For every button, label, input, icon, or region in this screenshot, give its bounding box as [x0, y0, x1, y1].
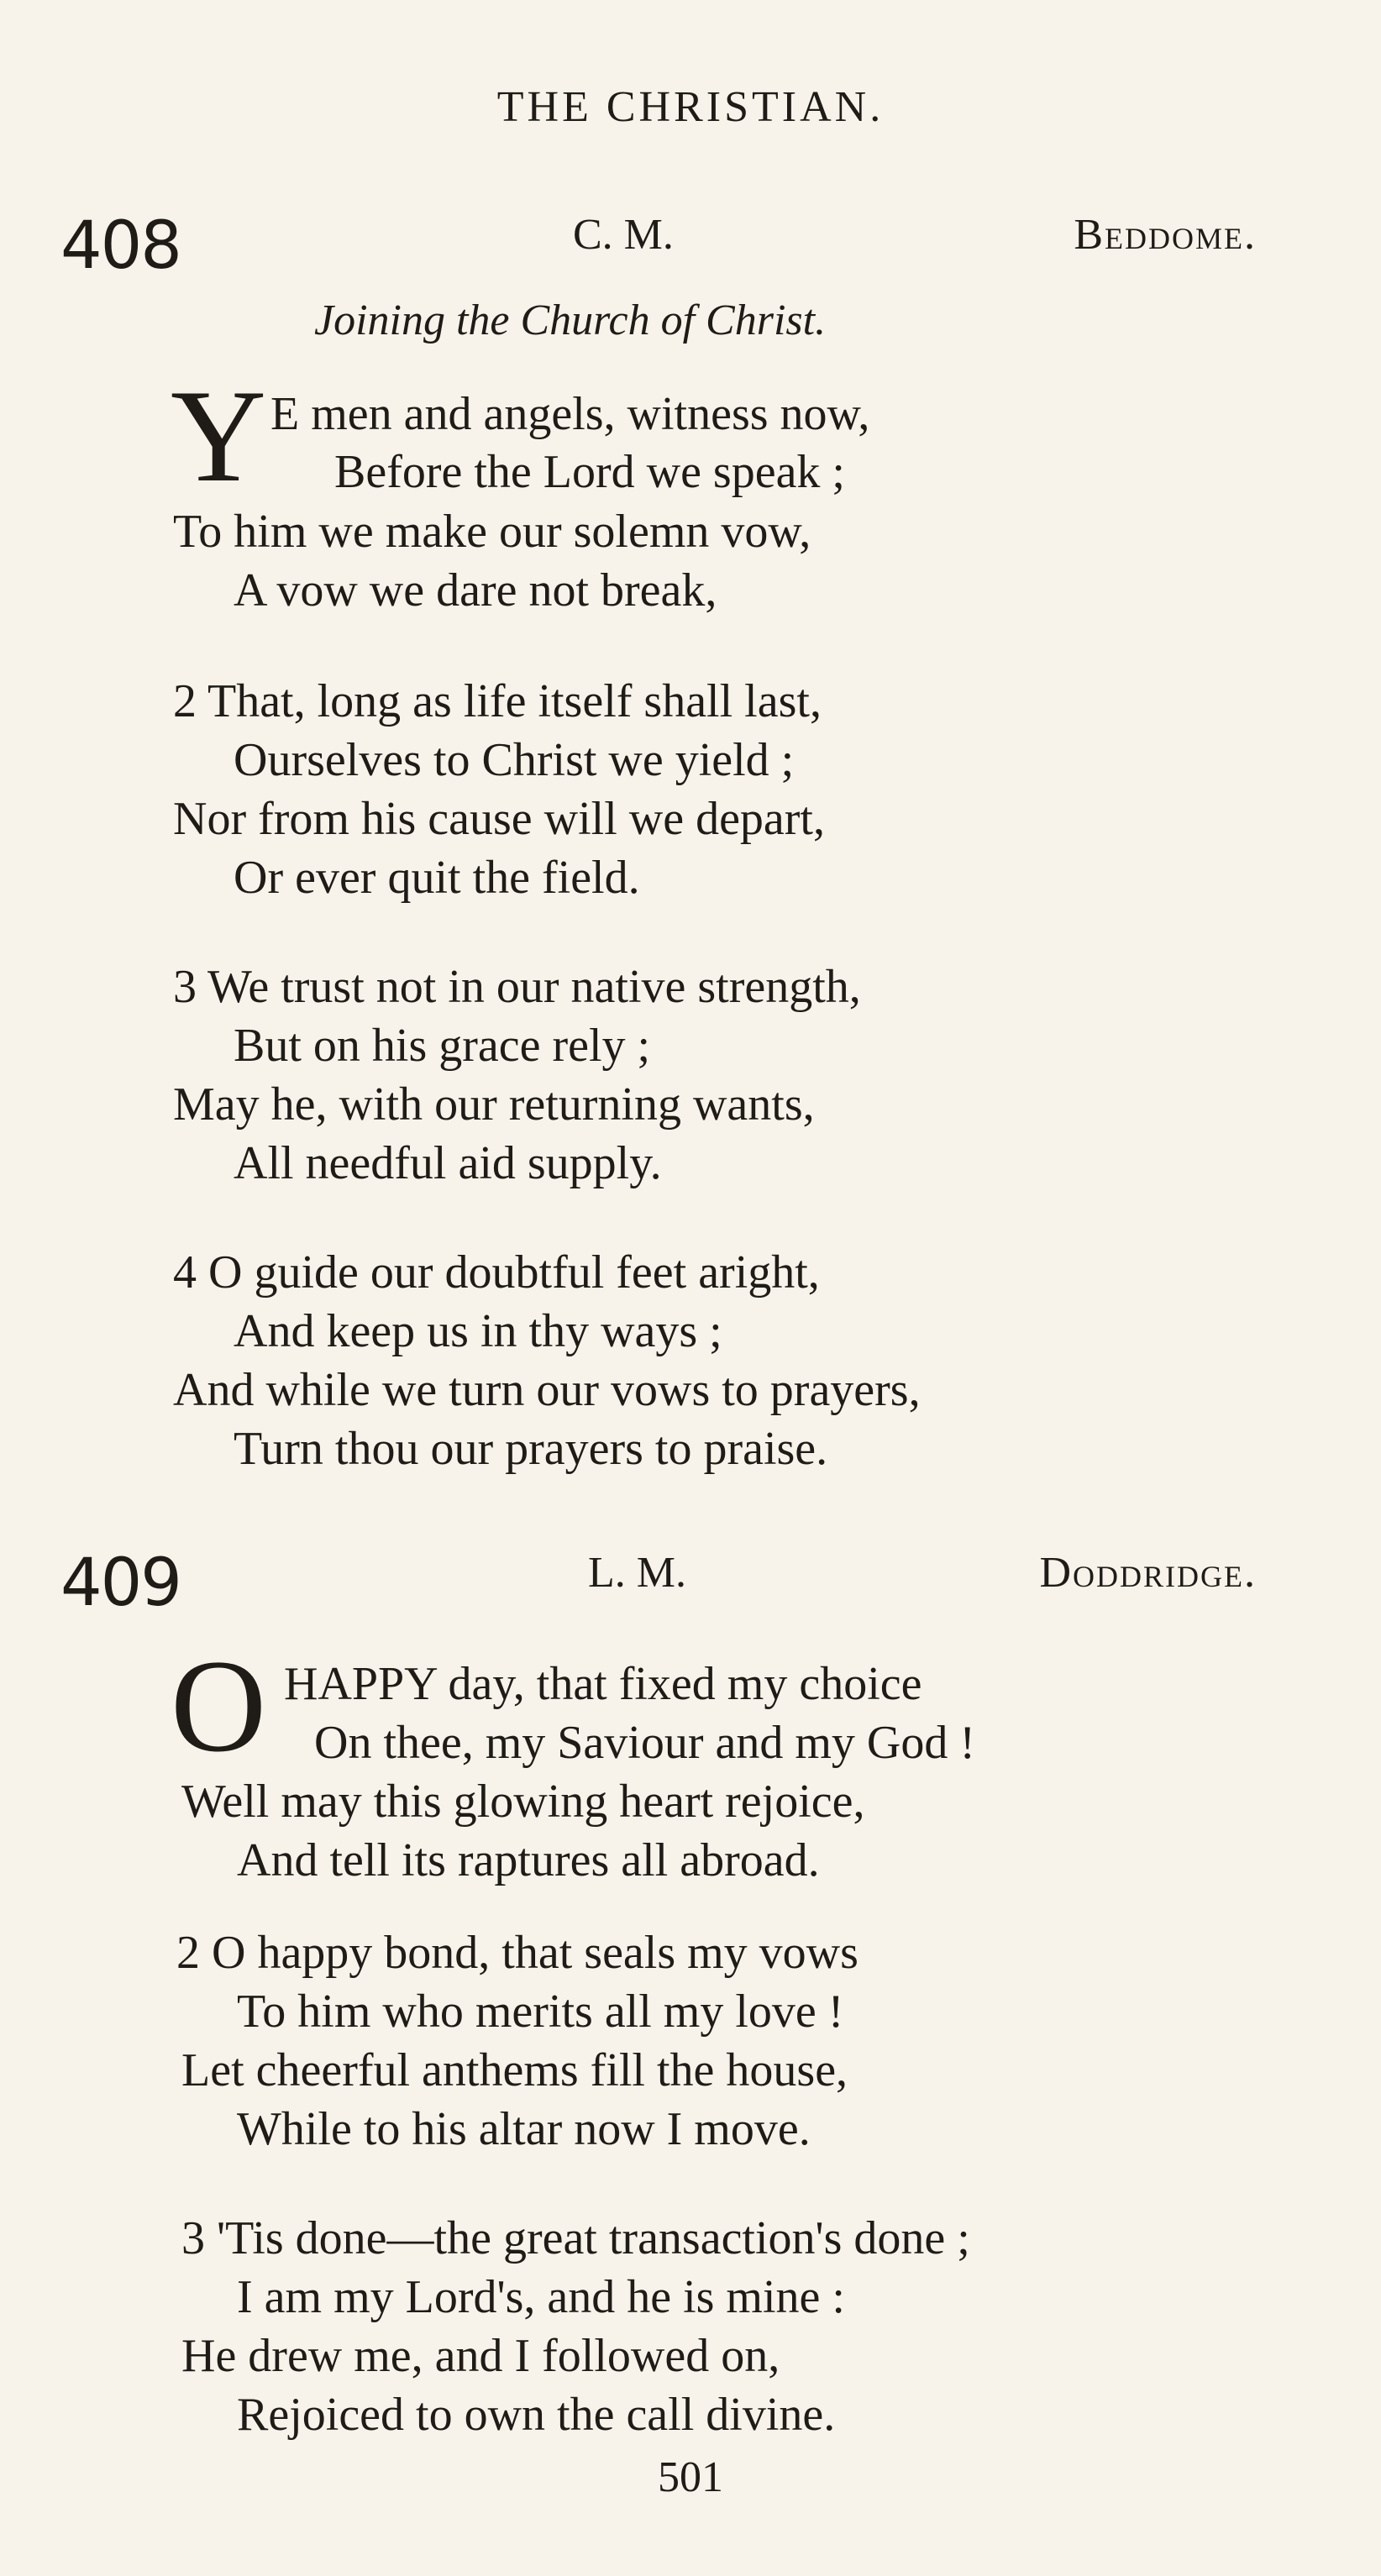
verse-line: 3 'Tis done—the great transaction's done ;	[181, 2212, 970, 2264]
drop-cap: O	[171, 1633, 267, 1780]
hymn-meter: L. M.	[588, 1549, 686, 1597]
hymn-meter: C. M.	[573, 211, 674, 259]
verse-line: Ourselves to Christ we yield ;	[234, 734, 795, 786]
verse-line: E men and angels, witness now,	[270, 388, 870, 440]
hymn-title: Joining the Church of Christ.	[314, 296, 827, 344]
verse-line: And tell its raptures all abroad.	[237, 1834, 820, 1886]
verse-line: Rejoiced to own the call divine.	[237, 2389, 836, 2441]
verse-line: While to his altar now I move.	[237, 2103, 811, 2155]
drop-cap: Y	[171, 363, 267, 510]
verse-line: Or ever quit the field.	[234, 852, 640, 904]
verse-line: 2 O happy bond, that seals my vows	[176, 1927, 859, 1979]
verse-line: Let cheerful anthems fill the house,	[181, 2044, 848, 2096]
verse-line: May he, with our returning wants,	[173, 1078, 815, 1131]
verse-line: All needful aid supply.	[234, 1137, 662, 1189]
verse-line: To him we make our solemn vow,	[173, 506, 811, 558]
verse-line: Nor from his cause will we depart,	[173, 793, 825, 845]
verse-line: Turn thou our prayers to praise.	[234, 1423, 828, 1475]
page-number: 501	[658, 2453, 723, 2501]
hymn-number: 408	[60, 208, 181, 284]
verse-line: And keep us in thy ways ;	[234, 1305, 722, 1357]
verse-line: I am my Lord's, and he is mine :	[237, 2271, 845, 2323]
verse-line: 4 O guide our doubtful feet aright,	[173, 1246, 820, 1298]
verse-line: But on his grace rely ;	[234, 1020, 651, 1072]
verse-line: He drew me, and I followed on,	[181, 2330, 780, 2382]
verse-line: 3 We trust not in our native strength,	[173, 961, 861, 1013]
verse-line: To him who merits all my love !	[237, 1986, 844, 2038]
verse-line: 2 That, long as life itself shall last,	[173, 675, 822, 727]
hymn-author: Doddridge.	[1039, 1549, 1257, 1597]
running-head: THE CHRISTIAN.	[496, 83, 885, 131]
verse-line: Before the Lord we speak ;	[334, 446, 845, 498]
hymn-author: Beddome.	[1074, 211, 1257, 259]
verse-line: HAPPY day, that fixed my choice	[284, 1658, 922, 1710]
verse-line: Well may this glowing heart rejoice,	[181, 1776, 865, 1828]
verse-line: And while we turn our vows to prayers,	[173, 1364, 921, 1416]
verse-line: On thee, my Saviour and my God !	[314, 1717, 975, 1769]
hymn-number: 409	[60, 1545, 181, 1621]
verse-line: A vow we dare not break,	[234, 564, 717, 616]
